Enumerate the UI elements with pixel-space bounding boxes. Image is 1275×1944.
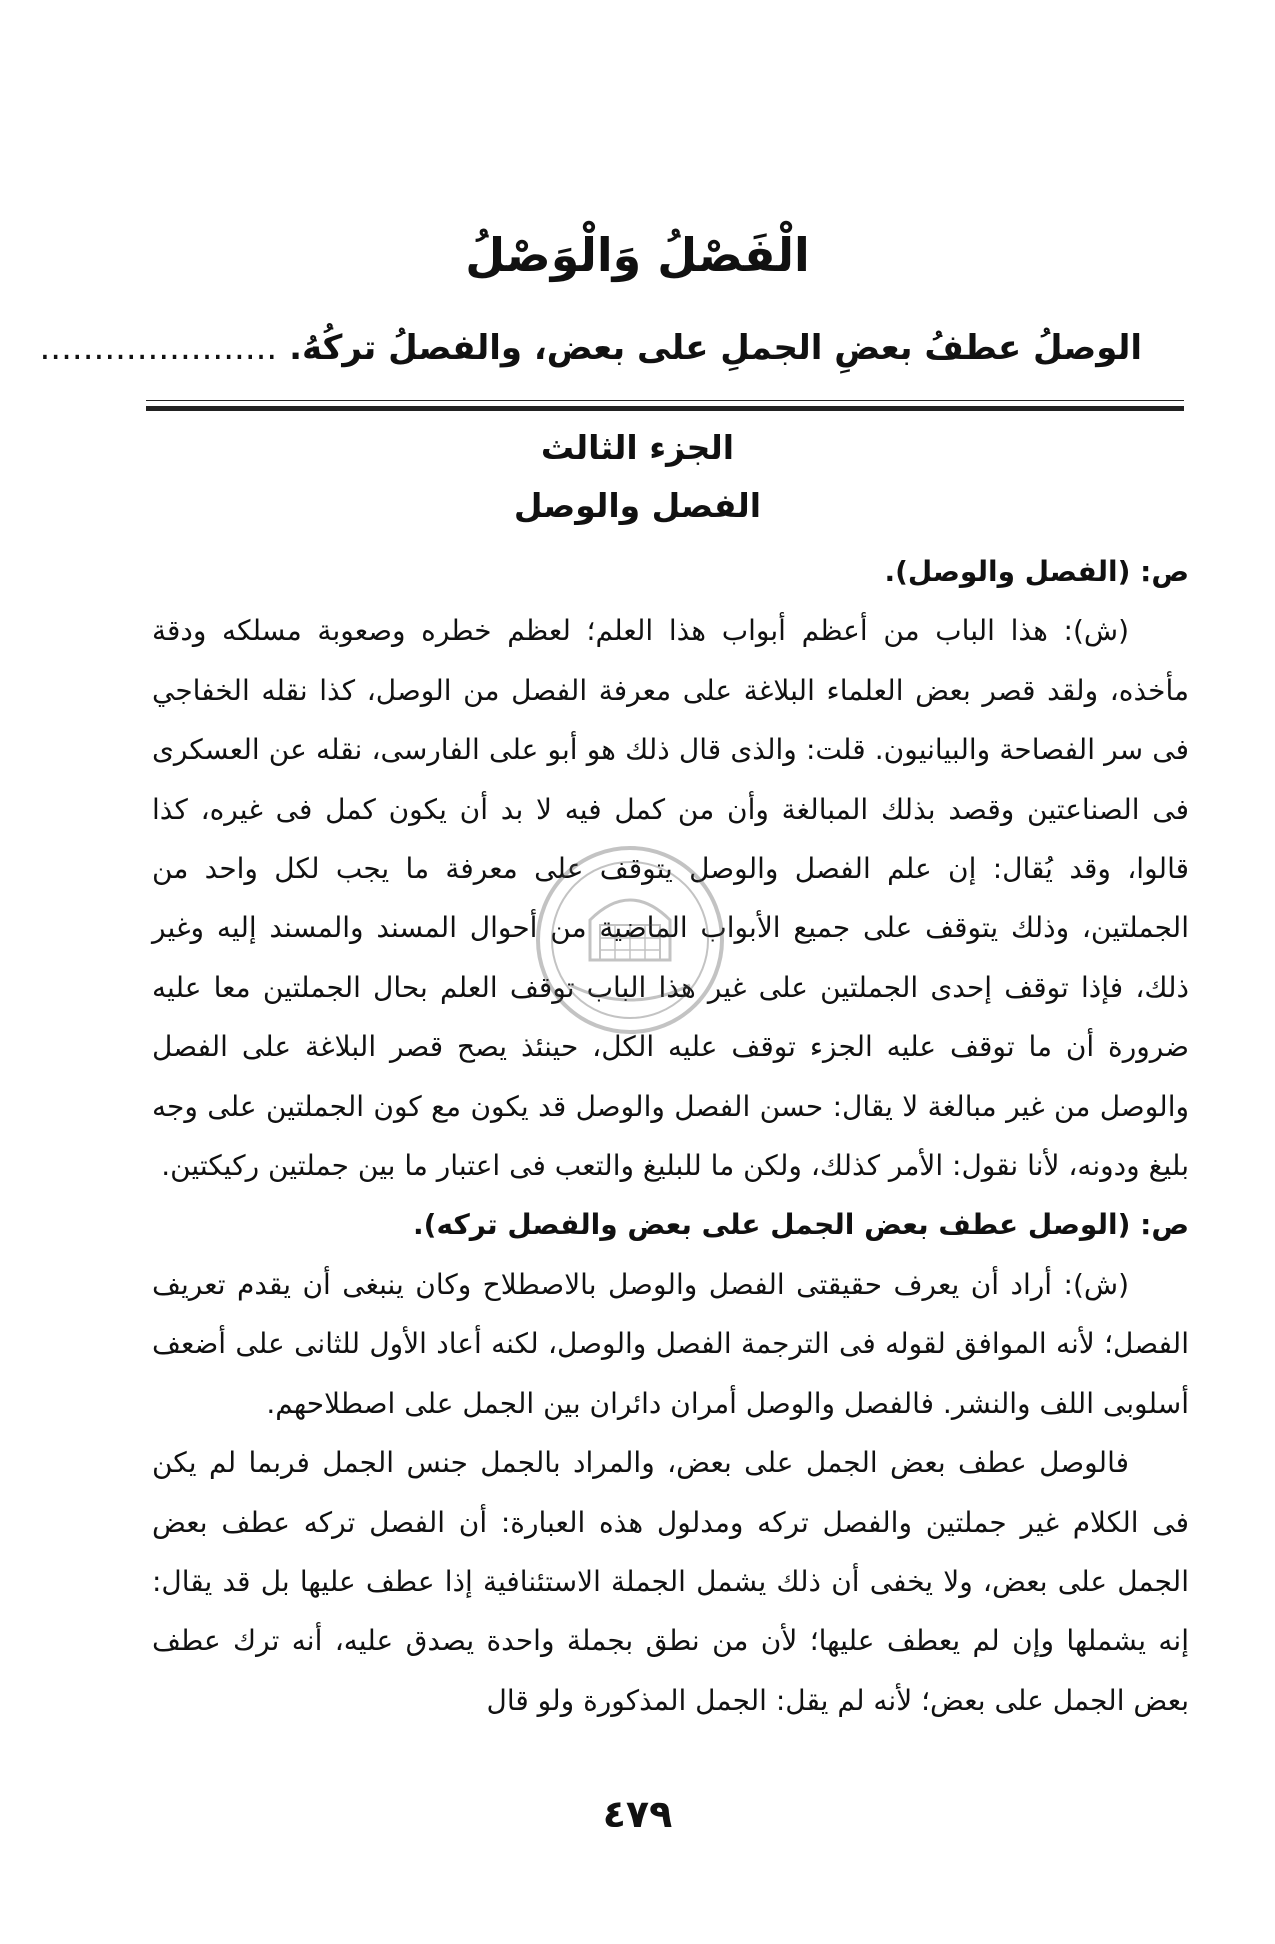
page-number: ٤٧٩ [602,1792,673,1836]
matn-sentence: الوصلُ عطفُ بعضِ الجملِ على بعض، والفصلُ تركُهُ. [289,328,1142,368]
commentary-paragraph-3: فالوصل عطف بعض الجمل على بعض، والمراد بالجمل جنس الجمل فربما لم يكن فى الكلام غير جملتين والفصل تركه ومدلول هذه العبارة: أن الفصل تركه عطف بعض الجمل على بعض، ولا يخفى أن ذلك يشمل الجملة الاستئنافية إذا عطف عليها بل قد يقال: إنه يشملها وإن لم يعطف عليها؛ لأن من نطق بجملة واحدة يصدق عليه، أنه ترك عطف بعض الجمل على بعض؛ لأنه لم يقل: الجمل المذكورة ولو قال [152,1446,1189,1717]
commentary-body [152,542,1189,1730]
part-heading: الجزء الثالث [540,428,735,467]
separator-rule-thin [146,400,1184,401]
separator-rule-thick [146,406,1184,411]
commentary-paragraph-2: (ش): أراد أن يعرف حقيقتى الفصل والوصل بالاصطلاح وكان ينبغى أن يقدم تعريف الفصل؛ لأنه الموافق لقوله فى الترجمة الفصل والوصل، لكنه أعاد الأول للثانى على أضعف أسلوبى اللف والنشر. فالفصل والوصل أمران دائران بين الجمل على اصطلاحهم. [152,1267,1189,1420]
library-seal-icon [530,840,730,1040]
matn-quote-2: ص: (الوصل عطف بعض الجمل على بعض والفصل تركه). [413,1208,1189,1242]
chapter-title: الْفَصْلُ وَالْوَصْلُ [465,228,810,282]
matn-quote-1: ص: (الفصل والوصل). [884,555,1189,588]
commentary-paragraph-1: (ش): هذا الباب من أعظم أبواب هذا العلم؛ لعظم خطره وصعوبة مسلكه ودقة مأخذه، ولقد قصر بعض العلماء البلاغة على معرفة الفصل من الوصل، كذا نقله الخفاجي فى سر الفصاحة والبيانيون. قلت: والذى قال ذلك هو أبو على الفارسى، نقله عن العسكرى فى الصناعتين وقصد بذلك المبالغة وأن من كمل فيه لا بد أن يكون كمل فى غيره، كذا قالوا، وقد يُقال: إن علم الفصل والوصل يتوقف على معرفة ما يجب لكل واحد من الجملتين، وذلك يتوقف على جميع الأبواب الماضية من أحوال المسند والمسند إليه وغير ذلك، فإذا توقف إحدى الجملتين على غير هذا الباب توقف العلم بحال الجملتين معا عليه ضرورة أن ما توقف عليه الجزء توقف عليه الكل، حينئذ يصح قصر البلاغة على الفصل والوصل من غير مبالغة لا يقال: حسن الفصل والوصل قد يكون مع كون الجملتين على وجه بليغ ودونه، لأنا نقول: الأمر كذلك، ولكن ما للبليغ والتعب فى اعتبار ما بين جملتين ركيكتين. [152,614,1189,1183]
matn-text [39,328,1142,368]
matn-dots: ...................... [39,328,278,368]
section-heading: الفصل والوصل [513,486,762,525]
